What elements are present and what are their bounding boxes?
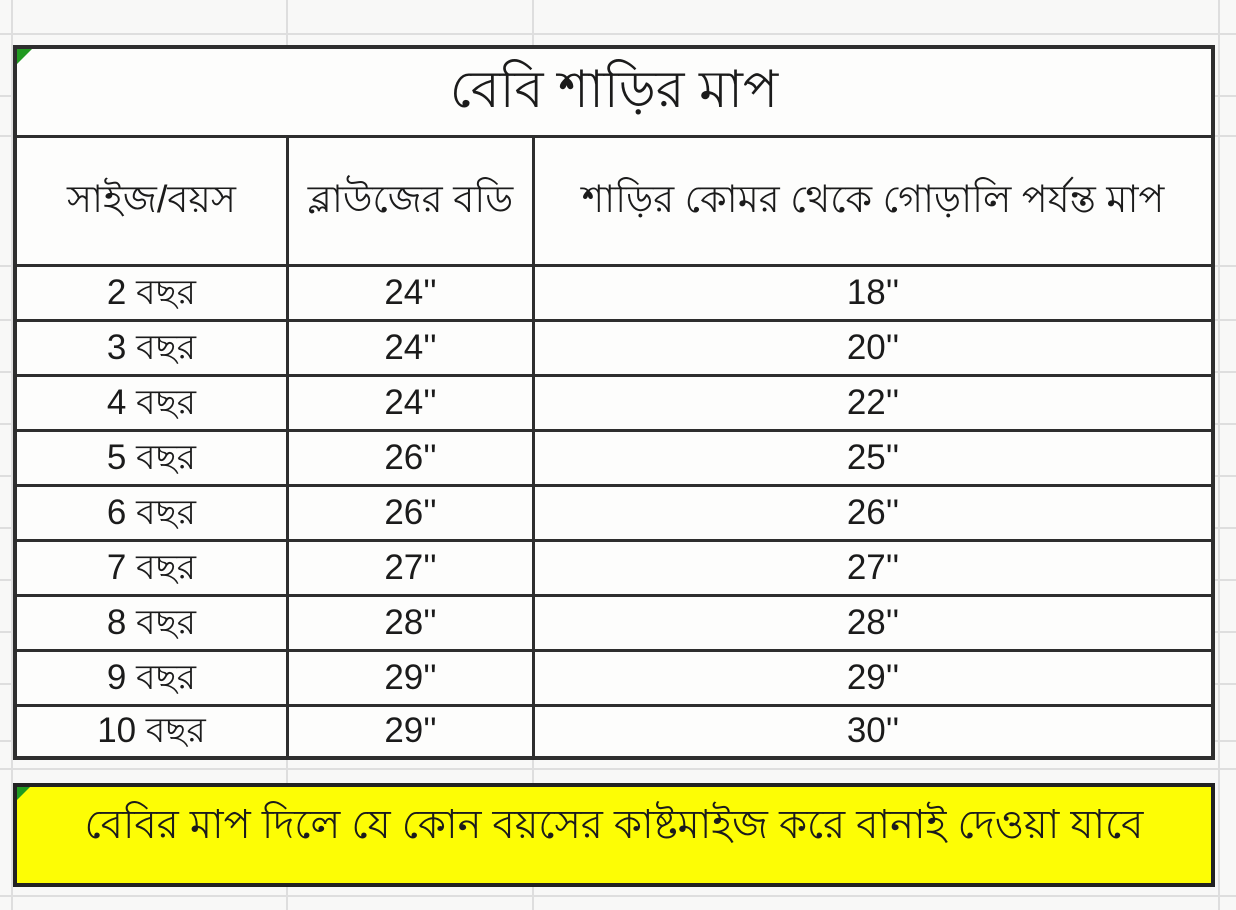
header-cell-waist-to-ankle[interactable]: শাড়ির কোমর থেকে গোড়ালি পর্যন্ত মাপ	[581, 179, 1165, 222]
blouse-cell[interactable]: 24''	[289, 267, 535, 319]
blouse-cell[interactable]: 29''	[289, 652, 535, 704]
age-cell[interactable]: 7 বছর	[17, 542, 289, 594]
table-row	[17, 377, 1211, 432]
note-cell[interactable]	[13, 783, 1215, 887]
table-row	[17, 487, 1211, 542]
note-text: বেবির মাপ দিলে যে কোন বয়সের কাষ্টমাইজ করে বানাই দেওয়া যাবে	[84, 803, 1144, 847]
age-cell[interactable]: 10 বছর	[17, 707, 289, 756]
table-row	[17, 652, 1211, 707]
age-cell[interactable]: 6 বছর	[17, 487, 289, 539]
blouse-cell[interactable]: 24''	[289, 377, 535, 429]
table-title: বেবি শাড়ির মাপ	[449, 60, 779, 119]
saree-cell[interactable]: 18''	[846, 272, 900, 312]
table-header-row	[17, 138, 1211, 267]
blouse-cell[interactable]: 24''	[289, 322, 535, 374]
saree-cell[interactable]: 28''	[846, 602, 900, 642]
sheet-gridline-horizontal	[0, 895, 1236, 897]
header-cell-blouse-body[interactable]: ব্লাউজের বডি	[289, 138, 535, 264]
saree-cell[interactable]: 26''	[846, 492, 900, 532]
cell-error-triangle-icon	[17, 49, 32, 64]
age-cell[interactable]: 4 বছর	[17, 377, 289, 429]
table-row	[17, 322, 1211, 377]
saree-cell[interactable]: 20''	[846, 327, 900, 367]
blouse-cell[interactable]: 27''	[289, 542, 535, 594]
saree-cell[interactable]: 25''	[846, 437, 900, 477]
saree-cell[interactable]: 22''	[846, 382, 900, 422]
blouse-cell[interactable]: 28''	[289, 597, 535, 649]
sheet-gridline-horizontal	[0, 33, 1236, 35]
saree-cell[interactable]: 29''	[846, 657, 900, 697]
saree-cell[interactable]: 30''	[846, 711, 900, 751]
age-cell[interactable]: 5 বছর	[17, 432, 289, 484]
cell-error-triangle-icon	[17, 787, 30, 800]
age-cell[interactable]: 3 বছর	[17, 322, 289, 374]
table-row	[17, 542, 1211, 597]
table-row	[17, 432, 1211, 487]
table-row	[17, 267, 1211, 322]
table-title-cell[interactable]	[17, 49, 1211, 138]
table-row	[17, 597, 1211, 652]
sheet-gridline-horizontal	[0, 768, 1236, 770]
age-cell[interactable]: 8 বছর	[17, 597, 289, 649]
saree-cell[interactable]: 27''	[846, 547, 900, 587]
size-chart-table	[13, 45, 1215, 760]
blouse-cell[interactable]: 26''	[289, 432, 535, 484]
table-row	[17, 707, 1211, 756]
blouse-cell[interactable]: 26''	[289, 487, 535, 539]
age-cell[interactable]: 9 বছর	[17, 652, 289, 704]
blouse-cell[interactable]: 29''	[289, 707, 535, 756]
header-cell-size-age[interactable]: সাইজ/বয়স	[17, 138, 289, 264]
age-cell[interactable]: 2 বছর	[17, 267, 289, 319]
